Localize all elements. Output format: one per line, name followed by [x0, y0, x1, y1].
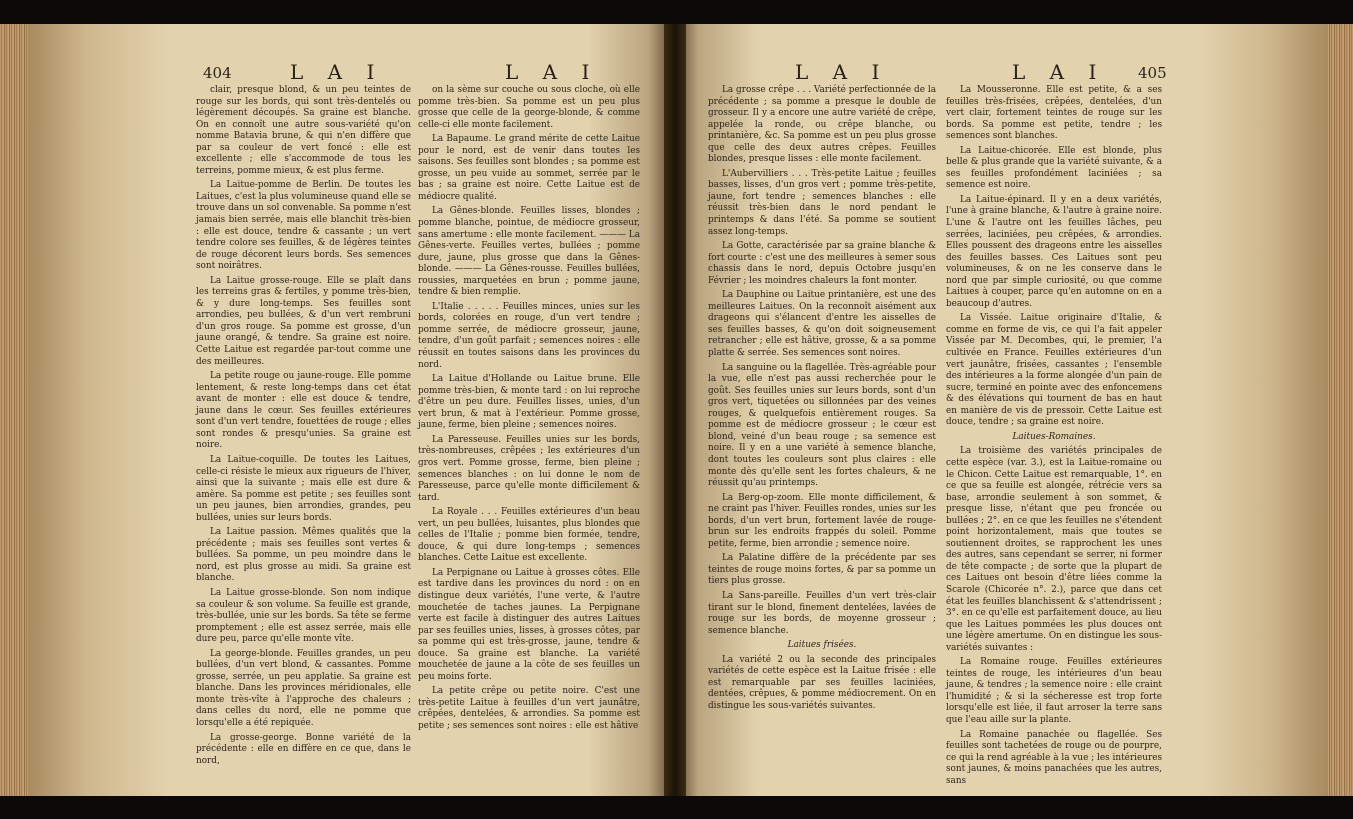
paragraph: La Bapaume. Le grand mérite de cette Laitue pour le nord, est de venir dans toutes les saisons. Ses feuilles sont blondes ; sa pomme est grosse, un peu vuide au sommet, serrée par le bas ; sa graine est noire. Cette Laitue est de médiocre qualité. [418, 134, 640, 202]
section-heading: Laitues-Romaines. [1012, 431, 1096, 442]
paragraph: La Mousseronne. Elle est petite, & a ses feuilles très-frisées, crêpées, dentelées, d'un vert clair, fortement teintes de rouge sur les bords. Sa pomme est petite, tendre ; les semences sont blanches. [946, 85, 1162, 142]
left-folio: 404 [203, 64, 232, 82]
left-running-head-2: L A I [505, 60, 599, 84]
paragraph: La Dauphine ou Laitue printanière, est une des meilleures Laitues. On la reconnoît aisément aux drageons qui s'élancent d'entre les aisselles de ses feuilles basses, & qu'on doit soigneusement retrancher ; elle est hâtive, grosse, & a sa pomme platte & serrée. Ses semences sont noires. [708, 290, 936, 359]
section-heading: Laitues frisées. [787, 640, 857, 651]
left-column-2 [418, 85, 640, 731]
paragraph: La petite rouge ou jaune-rouge. Elle pomme lentement, & reste long-temps dans cet état avant de monter : elle est douce & tendre, jaune dans le cœur. Ses feuilles extérieures sont d'un vert tendre, fouettées de rouge ; elles sont rondes & presqu'unies. Sa graine est noire. [196, 371, 411, 451]
right-column-2 [946, 85, 1163, 786]
paragraph: La Perpignane ou Laitue à grosses côtes. Elle est tardive dans les provinces du nord : on en distingue deux variétés, l'une verte, & l'autre mouchetée de taches jaunes. La Perpignane verte est facile à distinguer des autres Laitues par ses feuilles unies, lisses, à grosses côtes, par sa pomme qui est très-grosse, jaune, tendre & douce. Sa graine est blanche. La variété mouchetée de jaune a la côte de ses feuilles un peu moins forte. [418, 567, 640, 682]
book-gutter [664, 24, 686, 796]
paragraph: La Romaine panachée ou flagellée. Ses feuilles sont tachetées de rouge ou de pourpre, ce qui la rend agréable à la vue ; les intérieures sont jaunes, & moins panachées que les autres, sans [946, 729, 1162, 786]
paragraph: La Laitue-épinard. Il y en a deux variétés, l'une à graine blanche, & l'autre à graine noire. L'une & l'autre ont les feuilles lâches, peu serrées, laciniées, peu crêpées, & arrondies. Elles poussent des drageons entre les aisselles des feuilles basses. Ces Laitues sont peu volumineuses, & on ne les conserve dans le nord que par simple curiosité, ou que comme Laitues à couper, parce qu'en automne on en a beaucoup d'autres. [946, 194, 1162, 309]
paragraph: La Gotte, caractérisée par sa graine blanche & fort courte : c'est une des meilleures à semer sous chassis dans le nord, depuis Octobre jusqu'en Février ; les moindres chaleurs la font monter. [708, 241, 936, 286]
paragraph: La Vissée. Laitue originaire d'Italie, & comme en forme de vis, ce qui l'a fait appeler Vissée par M. Decombes, qui, le premier, l'a cultivée en France. Feuilles extérieures d'un vert jaunâtre, frisées, cassantes ; l'ensemble des intérieures a la forme alongée d'un pain de sucre, terminé en pointe avec des enfoncemens & des élévations qui tournent de bas en haut en manière de vis de pressoir. Cette Laitue est douce, tendre ; sa graine est noire. [946, 313, 1162, 428]
paragraph: La Laitue d'Hollande ou Laitue brune. Elle pomme très-bien, & monte tard : on lui reproche d'être un peu dure. Feuilles lisses, unies, d'un vert brun, & mat à l'extérieur. Pomme grosse, jaune, ferme, bien pleine ; semences noires. [418, 374, 640, 431]
paragraph: La Laitue grosse-rouge. Elle se plaît dans les terreins gras & fertiles, y pomme très-bien, & y dure long-temps. Ses feuilles sont arrondies, peu bullées, & d'un vert rembruni d'un gros rouge. Sa pomme est grosse, d'un jaune orangé, & tendre. Sa graine est noire. Cette Laitue est regardée par-tout comme une des meilleures. [196, 275, 411, 367]
left-running-head-1: L A I [290, 60, 384, 84]
paragraph: La Palatine diffère de la précédente par ses teintes de rouge moins fortes, & par sa pomme un tiers plus grosse. [708, 553, 936, 587]
right-folio: 405 [1138, 64, 1167, 82]
paragraph: La Laitue-chicorée. Elle est blonde, plus belle & plus grande que la variété suivante, & a ses feuilles profondément laciniées ; sa semence est noire. [946, 145, 1163, 191]
right-column-1 [708, 85, 936, 725]
paragraph: L'Aubervilliers . . . Très-petite Laitue ; feuilles basses, lisses, d'un gros vert ; pomme très-petite, jaune, fort tendre ; semences blanches : elle réussit très-bien dans le nord pendant le printemps & dans l'été. Sa pomme se soutient assez long-temps. [708, 168, 936, 237]
paragraph: La grosse crêpe . . . Variété perfectionnée de la précédente ; sa pomme a presque le double de grosseur. Il y a encore une autre variété de crêpe, appelée la ronde, ou crêpe blanche, ou printanière, &c. Sa pomme est un peu plus grosse que celle des deux autres crêpes. Feuilles blondes, presque lisses : elle monte facilement. [708, 85, 936, 165]
paragraph: La petite crêpe ou petite noire. C'est une très-petite Laitue à feuilles d'un vert jaunâtre, crêpées, dentelées, & arrondies. Sa pomme est petite ; ses semences sont noires : elle est hâtive [418, 686, 640, 731]
paragraph: La Laitue-pomme de Berlin. De toutes les Laitues, c'est la plus volumineuse quand elle se trouve dans un sol convenable. Sa pomme n'est jamais bien serrée, mais elle blanchit très-bien : elle est douce, tendre & cassante ; un vert tendre colore ses feuilles, & de légères teintes de rouge décorent leurs bords. Ses semences sont noirâtres. [196, 180, 411, 272]
paragraph: on la sème sur couche ou sous cloche, où elle pomme très-bien. Sa pomme est un peu plus grosse que celle de la george-blonde, & comme celle-ci elle monte facilement. [418, 85, 640, 130]
paragraph: La george-blonde. Feuilles grandes, un peu bullées, d'un vert blond, & cassantes. Pomme grosse, serrée, un peu applatie. Sa graine est blanche. Dans les provinces méridionales, elle monte très-vîte à l'approche des chaleurs ; dans celles du nord, elle ne pomme que lorsqu'elle a été repiquée. [196, 648, 411, 728]
right-running-head-2: L A I [1012, 60, 1106, 84]
paragraph: La Romaine rouge. Feuilles extérieures teintes de rouge, les intérieures d'un beau jaune, & tendres ; la semence noire : elle craint l'humidité ; & si la sécheresse est trop forte lorsqu'elle est liée, il faut arroser la terre sans que l'eau aille sur la plante. [946, 657, 1162, 725]
paragraph: La variété 2 ou la seconde des principales variétés de cette espèce est la Laitue frisée : elle est remarquable par ses feuilles laciniées, dentées, crêpues, & pomme médiocrement. On en distingue les sous-variétés suivantes. [708, 654, 936, 711]
paragraph: La Laitue grosse-blonde. Son nom indique sa couleur & son volume. Sa feuille est grande, très-bullée, unie sur les bords. Sa tête se ferme promptement ; elle est assez serrée, mais elle dure peu, parce qu'elle monte vîte. [196, 587, 411, 645]
left-column-1 [196, 85, 411, 765]
paragraph: La grosse-george. Bonne variété de la précédente : elle en diffère en ce que, dans le nord, [196, 732, 411, 766]
paragraph: La Laitue passion. Mêmes qualités que la précédente ; mais ses feuilles sont vertes & bullées. Sa pomme, un peu moindre dans le nord, est plus grosse au midi. Sa graine est blanche. [196, 527, 411, 584]
paragraph: clair, presque blond, & un peu teintes de rouge sur les bords, qui sont très-dentelés ou légèrement découpés. Sa graine est blanche. On en connoît une autre sous-variété qu'on nomme Batavia brune, & qui n'en diffère que par sa couleur de vert foncé : elle est excellente ; elle s'accommode de tous les terreins, pomme mieux, & est plus ferme. [196, 85, 411, 176]
paragraph: La sanguine ou la flagellée. Très-agréable pour la vue, elle n'est pas aussi recherchée pour le goût. Ses feuilles unies sur leurs bords, sont d'un gros vert, tiquetées ou sillonnées par des veines rouges, & quelquefois entièrement rouges. Sa pomme est de médiocre grosseur ; le cœur est blond, veiné d'un beau rouge ; sa semence est noire. Il y en a une variété à semence blanche, dont toutes les couleurs sont plus claires : elle monte dès qu'elle sent les fortes chaleurs, & ne réussit qu'au printemps. [708, 362, 936, 489]
right-running-head-1: L A I [795, 60, 889, 84]
paragraph: La Laitue-coquille. De toutes les Laitues, celle-ci résiste le mieux aux rigueurs de l'hiver, ainsi que la suivante ; mais elle est dure & amère. Sa pomme est petite ; ses feuilles sont un peu jaunes, bien arrondies, grandes, peu bullées, unies sur leurs bords. [196, 454, 411, 523]
paragraph: La Paresseuse. Feuilles unies sur les bords, très-nombreuses, crêpées ; les extérieures d'un gros vert. Pomme grosse, ferme, bien pleine ; semences blanches : on lui donne le nom de Paresseuse, parce qu'elle monte difficilement & tard. [418, 434, 640, 503]
paragraph: La troisième des variétés principales de cette espèce (var. 3.), est la Laitue-romaine ou le Chicon. Cette Laitue est remarquable, 1°. en ce que sa feuille est alongée, rétrécie vers sa base, arrondie seulement à son sommet, & presque lisse, n'étant que peu froncée ou bullées ; 2°. en ce que les feuilles ne s'étendent point horizontalement, mais que toutes se soutiennent droites, se rapprochent les unes des autres, sans cependant se serrer, ni former de tête compacte ; de sorte que la plupart de ces Laitues ont besoin d'être liées comme la Scarole (Chicorée n°. 2.), parce que dans cet état les feuilles blanchissent & s'attendrissent ; 3°. en ce qu'elle est parfaitement douce, au lieu que les Laitues pommées les plus douces ont une légère amertume. On en distingue les sous-variétés suivantes : [946, 446, 1162, 653]
paragraph: L'Italie . . . . . Feuilles minces, unies sur les bords, colorées en rouge, d'un vert tendre ; pomme serrée, de médiocre grosseur, jaune, tendre, d'un goût parfait ; semences noires : elle réussit en toutes saisons dans les provinces du nord. [418, 301, 640, 370]
paragraph: La Berg-op-zoom. Elle monte difficilement, & ne craint pas l'hiver. Feuilles rondes, unies sur les bords, d'un vert brun, fortement lavée de rouge-brun sur les endroits frappés du soleil. Pomme petite, ferme, bien arrondie ; semence noire. [708, 492, 936, 549]
paragraph: La Sans-pareille. Feuilles d'un vert très-clair tirant sur le blond, finement dentelées, lavées de rouge sur les bords, de moyenne grosseur ; semence blanche. [708, 590, 936, 636]
paragraph: La Royale . . . Feuilles extérieures d'un beau vert, un peu bullées, luisantes, plus blondes que celles de l'Italie ; pomme bien formée, tendre, douce, & qui dure long-temps ; semences blanches. Cette Laitue est excellente. [418, 507, 640, 564]
paragraph: La Gênes-blonde. Feuilles lisses, blondes ; pomme blanche, pointue, de médiocre grosseur, sans amertume : elle monte facilement. ——— La Gênes-verte. Feuilles vertes, bullées ; pomme dure, jaune, plus grosse que dans la Gênes-blonde. ——— La Gênes-rousse. Feuilles bullées, roussies, marquetées en brun ; pomme jaune, tendre & bien remplie. [418, 206, 640, 298]
